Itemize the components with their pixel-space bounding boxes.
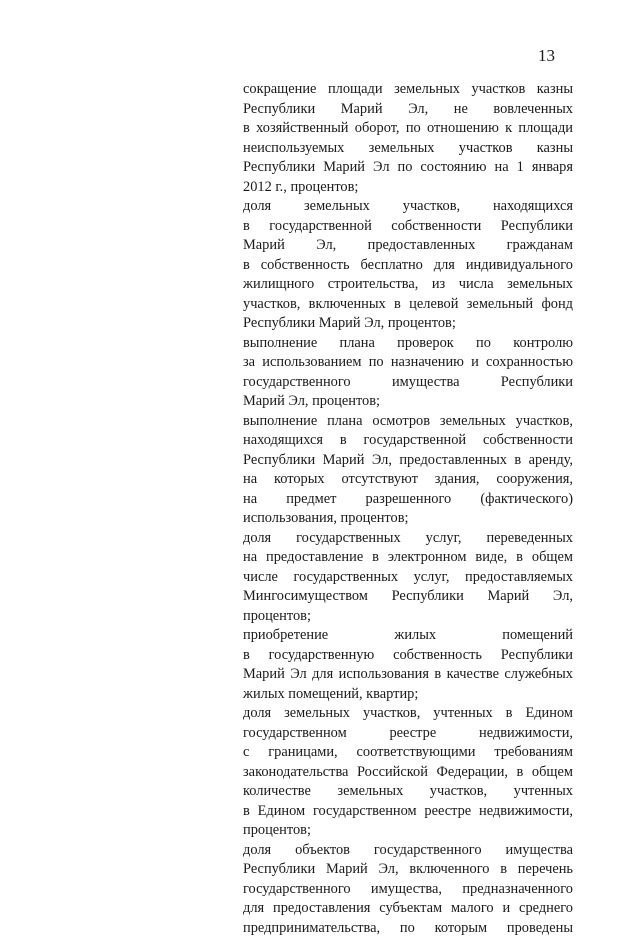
text-line: государственном реестре недвижимости, <box>243 724 573 744</box>
text-line: Республики Марий Эл, включенного в перечень <box>243 860 573 880</box>
text-line: приобретение жилых помещений <box>243 626 573 646</box>
text-line: неиспользуемых земельных участков казны <box>243 139 573 159</box>
text-line: жилых помещений, квартир; <box>243 685 573 705</box>
text-line: для предоставления субъектам малого и среднего <box>243 899 573 919</box>
text-line: процентов; <box>243 607 573 627</box>
text-line: доля земельных участков, находящихся <box>243 197 573 217</box>
text-line: процентов; <box>243 821 573 841</box>
text-line: в государственной собственности Республики <box>243 217 573 237</box>
text-line: доля земельных участков, учтенных в Едином <box>243 704 573 724</box>
text-line: Республики Марий Эл по состоянию на 1 января <box>243 158 573 178</box>
text-line: в хозяйственный оборот, по отношению к площади <box>243 119 573 139</box>
text-line: предпринимательства, по которым проведены <box>243 919 573 938</box>
text-line: использования, процентов; <box>243 509 573 529</box>
text-line: доля объектов государственного имущества <box>243 841 573 861</box>
text-line: количестве земельных участков, учтенных <box>243 782 573 802</box>
text-line: Марий Эл, предоставленных гражданам <box>243 236 573 256</box>
text-line: участков, включенных в целевой земельный фонд <box>243 295 573 315</box>
text-line: числе государственных услуг, предоставляемых <box>243 568 573 588</box>
text-line: сокращение площади земельных участков казны <box>243 80 573 100</box>
text-line: находящихся в государственной собственности <box>243 431 573 451</box>
text-line: в Едином государственном реестре недвижимости, <box>243 802 573 822</box>
text-line: на которых отсутствуют здания, сооружения, <box>243 470 573 490</box>
text-line: государственного имущества Республики <box>243 373 573 393</box>
text-line: Марий Эл для использования в качестве служебных <box>243 665 573 685</box>
text-line: в собственность бесплатно для индивидуального <box>243 256 573 276</box>
text-line: Республики Марий Эл, процентов; <box>243 314 573 334</box>
text-line: Марий Эл, процентов; <box>243 392 573 412</box>
body-text-column <box>243 80 573 938</box>
text-line: выполнение плана осмотров земельных участков, <box>243 412 573 432</box>
text-line: 2012 г., процентов; <box>243 178 573 198</box>
text-line: на предмет разрешенного (фактического) <box>243 490 573 510</box>
text-line: жилищного строительства, из числа земельных <box>243 275 573 295</box>
text-line: Республики Марий Эл, предоставленных в аренду, <box>243 451 573 471</box>
text-line: государственного имущества, предназначенного <box>243 880 573 900</box>
text-line: законодательства Российской Федерации, в общем <box>243 763 573 783</box>
text-line: с границами, соответствующими требованиям <box>243 743 573 763</box>
text-line: за использованием по назначению и сохранностью <box>243 353 573 373</box>
page-number: 13 <box>538 46 555 66</box>
text-line: Республики Марий Эл, не вовлеченных <box>243 100 573 120</box>
text-line: Мингосимуществом Республики Марий Эл, <box>243 587 573 607</box>
text-line: на предоставление в электронном виде, в общем <box>243 548 573 568</box>
text-line: выполнение плана проверок по контролю <box>243 334 573 354</box>
text-line: в государственную собственность Республики <box>243 646 573 666</box>
text-line: доля государственных услуг, переведенных <box>243 529 573 549</box>
